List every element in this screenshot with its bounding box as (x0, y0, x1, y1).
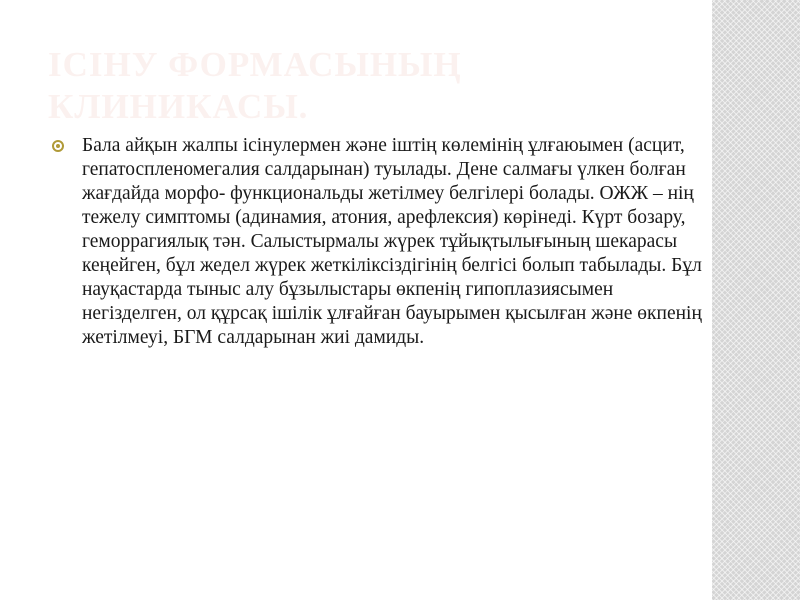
bullet-item (46, 134, 710, 350)
slide-content (46, 134, 710, 350)
decorative-side-band (712, 0, 800, 600)
bullet-text: Бала айқын жалпы ісінулермен және іштің көлемінің ұлғаюымен (асцит, гепатоспленомегалия салдарынан) туылады. Дене салмағы үлкен болған жағдайда морфо- функциональды жетілмеу белгілері болады. ОЖЖ – нің тежелу симптомы (адинамия, атония, арефлексия) көрінеді. Күрт бозару, геморрагиялық тән. Салыстырмалы жүрек тұйықтылығының шекарасы кеңейген, бұл жедел жүрек жеткіліксіздігінің белгісі болып табылады. Бұл науқастарда тыныс алу бұзылыстары өкпенің гипоплазиясымен негізделген, ол құрсақ ішілік ұлғайған бауырымен қысылған және өкпенің жетілмеуі, БГМ салдарынан жиі дамиды. (82, 135, 702, 348)
slide-title: ІСІНУ ФОРМАСЫНЫҢ КЛИНИКАСЫ. (48, 45, 462, 126)
circle-bullet-icon (52, 140, 64, 152)
